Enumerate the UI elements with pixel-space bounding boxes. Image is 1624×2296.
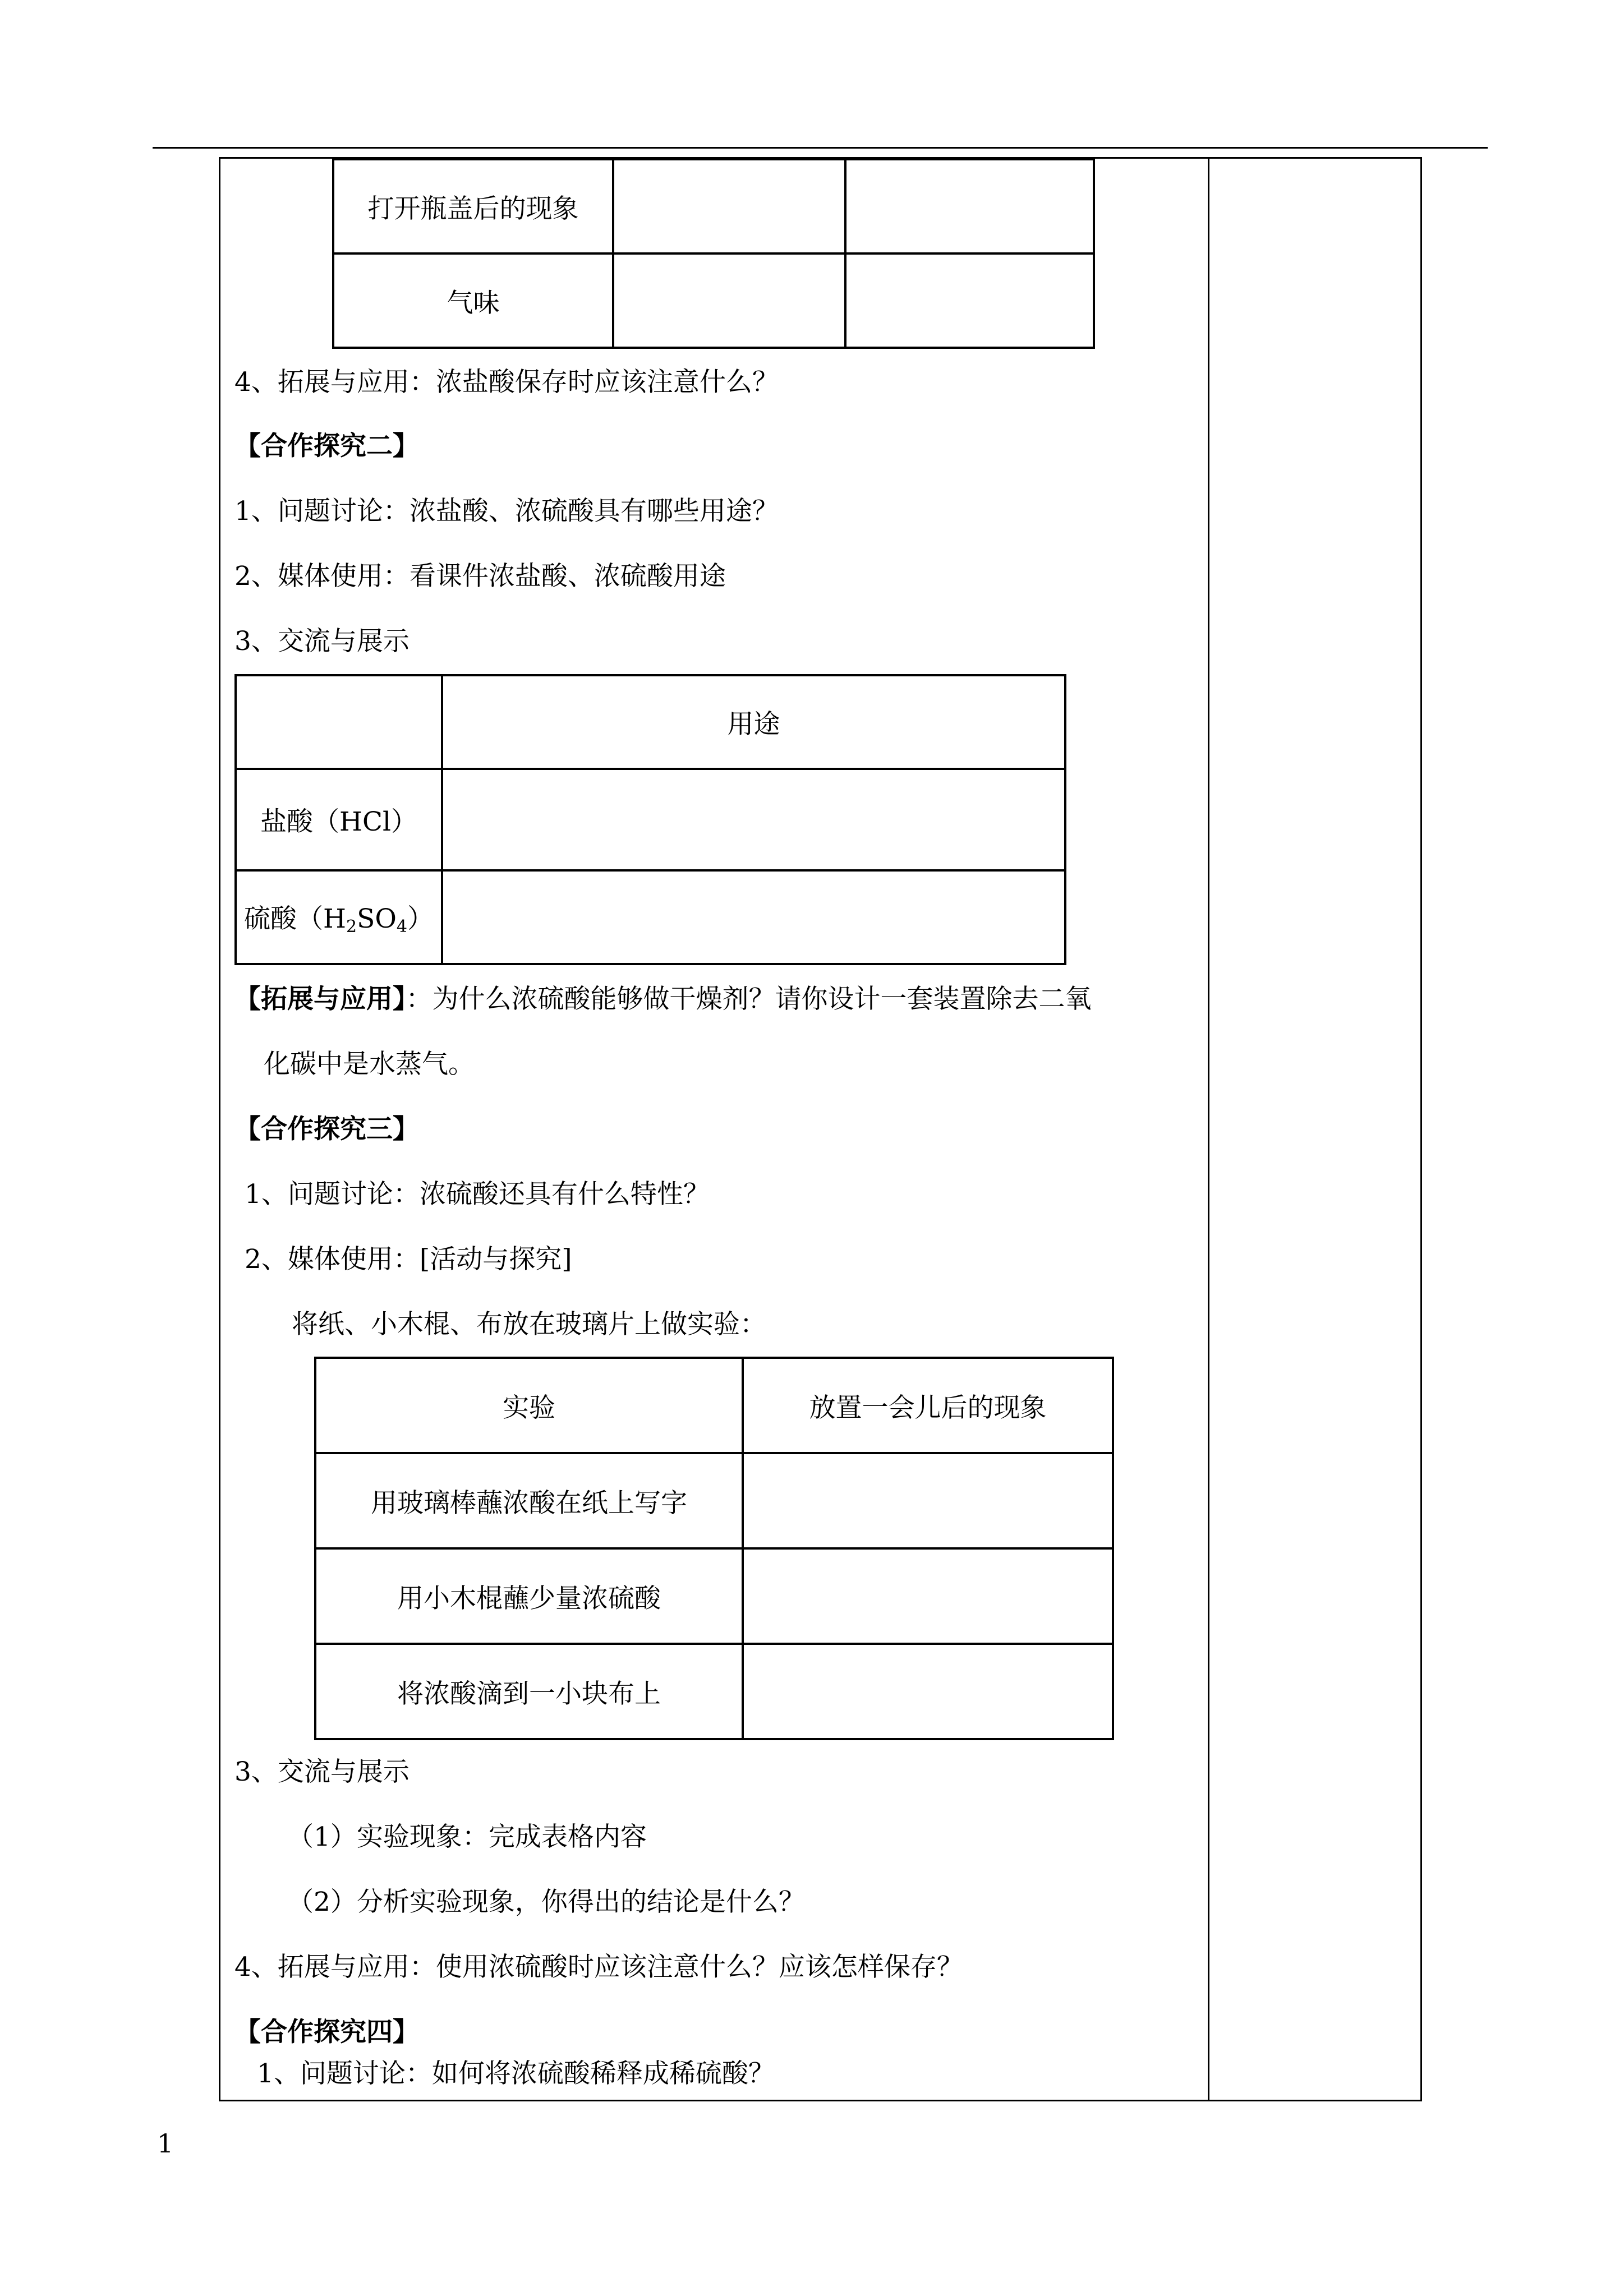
row-label: 打开瓶盖后的现象 [333,159,613,253]
blank-cell[interactable] [743,1453,1113,1548]
question-4-usage: 4、拓展与应用：使用浓硫酸时应该注意什么？应该怎样保存？ [234,1952,963,1983]
uses-header: 用途 [442,675,1065,769]
table-row [236,769,1065,870]
blank-cell[interactable] [442,870,1065,964]
table-row [315,1358,1113,1453]
section-heading-2: 【合作探究二】 [234,431,419,462]
acid-uses-table [234,674,1066,965]
blank-cell[interactable] [743,1548,1113,1644]
extension-text: ：为什么浓硫酸能够做干燥剂？请你设计一套装置除去二氧 [406,984,1092,1015]
blank-header-cell [236,675,442,769]
sub-question-1: （1）实验现象：完成表格内容 [287,1822,647,1852]
question-1-dilution: 1、问题讨论：如何将浓硫酸稀释成稀硫酸？ [257,2058,775,2089]
blank-cell[interactable] [845,253,1094,348]
media-use-line: 2、媒体使用：看课件浓盐酸、浓硫酸用途 [234,561,726,592]
page-number: 1 [157,2128,174,2159]
table-row [315,1453,1113,1548]
bottle-observation-table [332,158,1095,349]
hcl-label: 盐酸（HCl） [236,769,442,870]
notes-column-divider [1208,157,1209,2101]
table-row [315,1644,1113,1739]
section-heading-4: 【合作探究四】 [234,2017,419,2048]
header-rule [153,147,1488,149]
question-1-uses: 1、问题讨论：浓盐酸、浓硫酸具有哪些用途？ [234,496,779,527]
table-row [236,870,1065,964]
table-row [315,1548,1113,1644]
question-4-hcl-storage: 4、拓展与应用：浓盐酸保存时应该注意什么？ [234,367,779,398]
row-label: 气味 [333,253,613,348]
question-1-properties: 1、问题讨论：浓硫酸还具有什么特性？ [245,1179,710,1210]
experiment-table [314,1357,1114,1740]
blank-cell[interactable] [613,253,845,348]
extension-question-cont: 化碳中是水蒸气。 [264,1049,475,1080]
extension-label: 【拓展与应用】 [234,984,406,1015]
blank-cell[interactable] [743,1644,1113,1739]
exchange-display-line: 3、交流与展示 [234,626,410,657]
experiment-label: 将浓酸滴到一小块布上 [315,1644,743,1739]
blank-cell[interactable] [845,159,1094,253]
table-row [333,159,1094,253]
experiment-instruction: 将纸、小木棍、布放在玻璃片上做实验： [292,1309,766,1340]
media-activity-line: 2、媒体使用：[活动与探究] [245,1244,572,1275]
experiment-label: 用玻璃棒蘸浓酸在纸上写字 [315,1453,743,1548]
table-row [333,253,1094,348]
experiment-label: 用小木棍蘸少量浓硫酸 [315,1548,743,1644]
blank-cell[interactable] [613,159,845,253]
h2so4-label: 硫酸$(H_2SO_4)$ [236,870,442,964]
section-heading-3: 【合作探究三】 [234,1114,419,1145]
table-row [236,675,1065,769]
blank-cell[interactable] [442,769,1065,870]
sub-question-2: （2）分析实验现象，你得出的结论是什么？ [287,1887,805,1917]
extension-question [234,983,1092,1016]
exchange-display-line-2: 3、交流与展示 [234,1756,410,1787]
result-header: 放置一会儿后的现象 [743,1358,1113,1453]
experiment-header: 实验 [315,1358,743,1453]
